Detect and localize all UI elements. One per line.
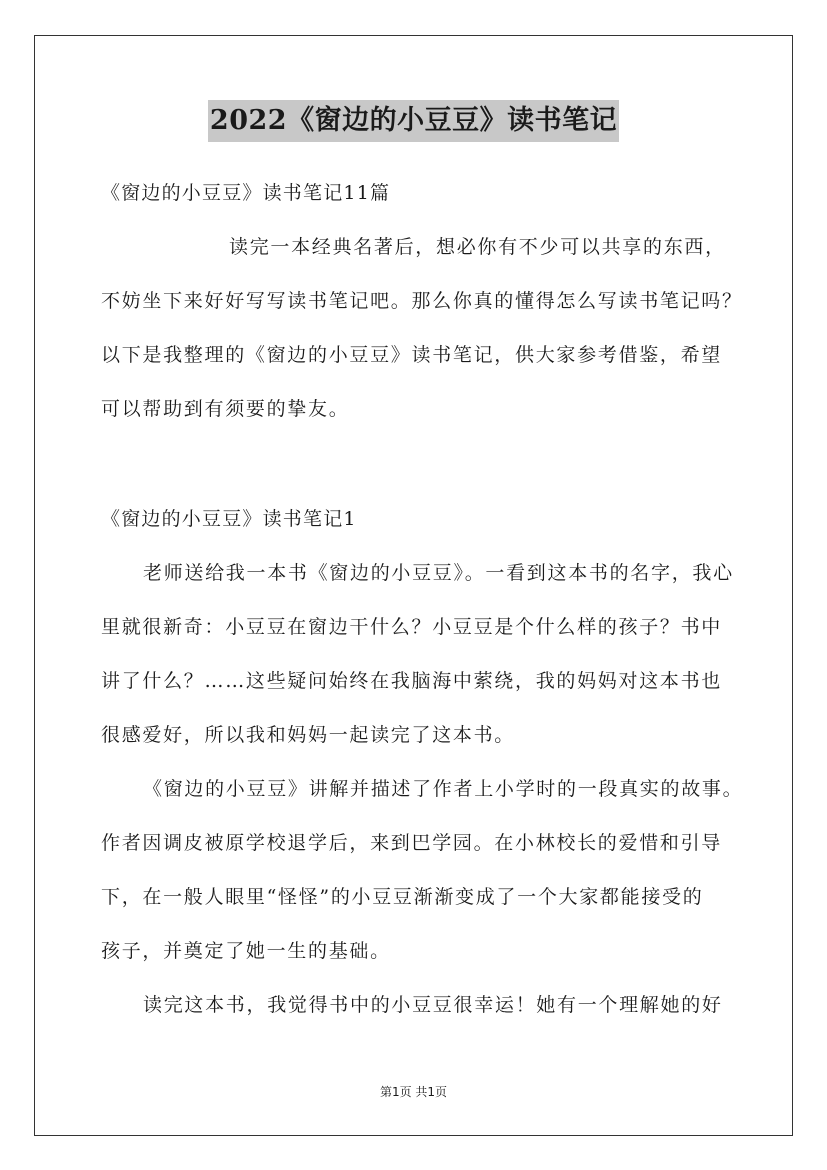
paragraph-line: 读完这本书，我觉得书中的小豆豆很幸运！她有一个理解她的好 [143, 994, 723, 1016]
intro-line: 以下是我整理的《窗边的小豆豆》读书笔记，供大家参考借鉴，希望 [101, 344, 723, 366]
paragraph-line: 作者因调皮被原学校退学后，来到巴学园。在小林校长的爱惜和引导 [101, 832, 723, 854]
paragraph-line: 里就很新奇：小豆豆在窗边干什么？小豆豆是个什么样的孩子？书中 [101, 616, 723, 638]
intro-line: 不妨坐下来好好写写读书笔记吧。那么你真的懂得怎么写读书笔记吗？ [101, 290, 743, 312]
paragraph-line: 老师送给我一本书《窗边的小豆豆》。一看到这本书的名字，我心 [143, 562, 734, 584]
paragraph-line: 下，在一般人眼里“怪怪”的小豆豆渐渐变成了一个大家都能接受的 [101, 886, 704, 908]
section-heading: 《窗边的小豆豆》读书笔记1 [101, 508, 357, 530]
intro-line: 读完一本经典名著后，想必你有不少可以共享的东西， [229, 236, 726, 258]
paragraph-line: 孩子，并奠定了她一生的基础。 [101, 940, 391, 962]
page-number-footer: 第1页 共1页 [379, 1085, 448, 1099]
document-title: 2022《窗边的小豆豆》读书笔记 [208, 100, 619, 142]
paragraph-line: 讲了什么？……这些疑问始终在我脑海中萦绕，我的妈妈对这本书也 [101, 670, 723, 692]
paragraph-line: 《窗边的小豆豆》讲解并描述了作者上小学时的一段真实的故事。 [143, 778, 744, 800]
intro-line: 可以帮助到有须要的挚友。 [101, 398, 350, 420]
document-subtitle: 《窗边的小豆豆》读书笔记11篇 [101, 182, 391, 204]
paragraph-line: 很感爱好，所以我和妈妈一起读完了这本书。 [101, 724, 516, 746]
